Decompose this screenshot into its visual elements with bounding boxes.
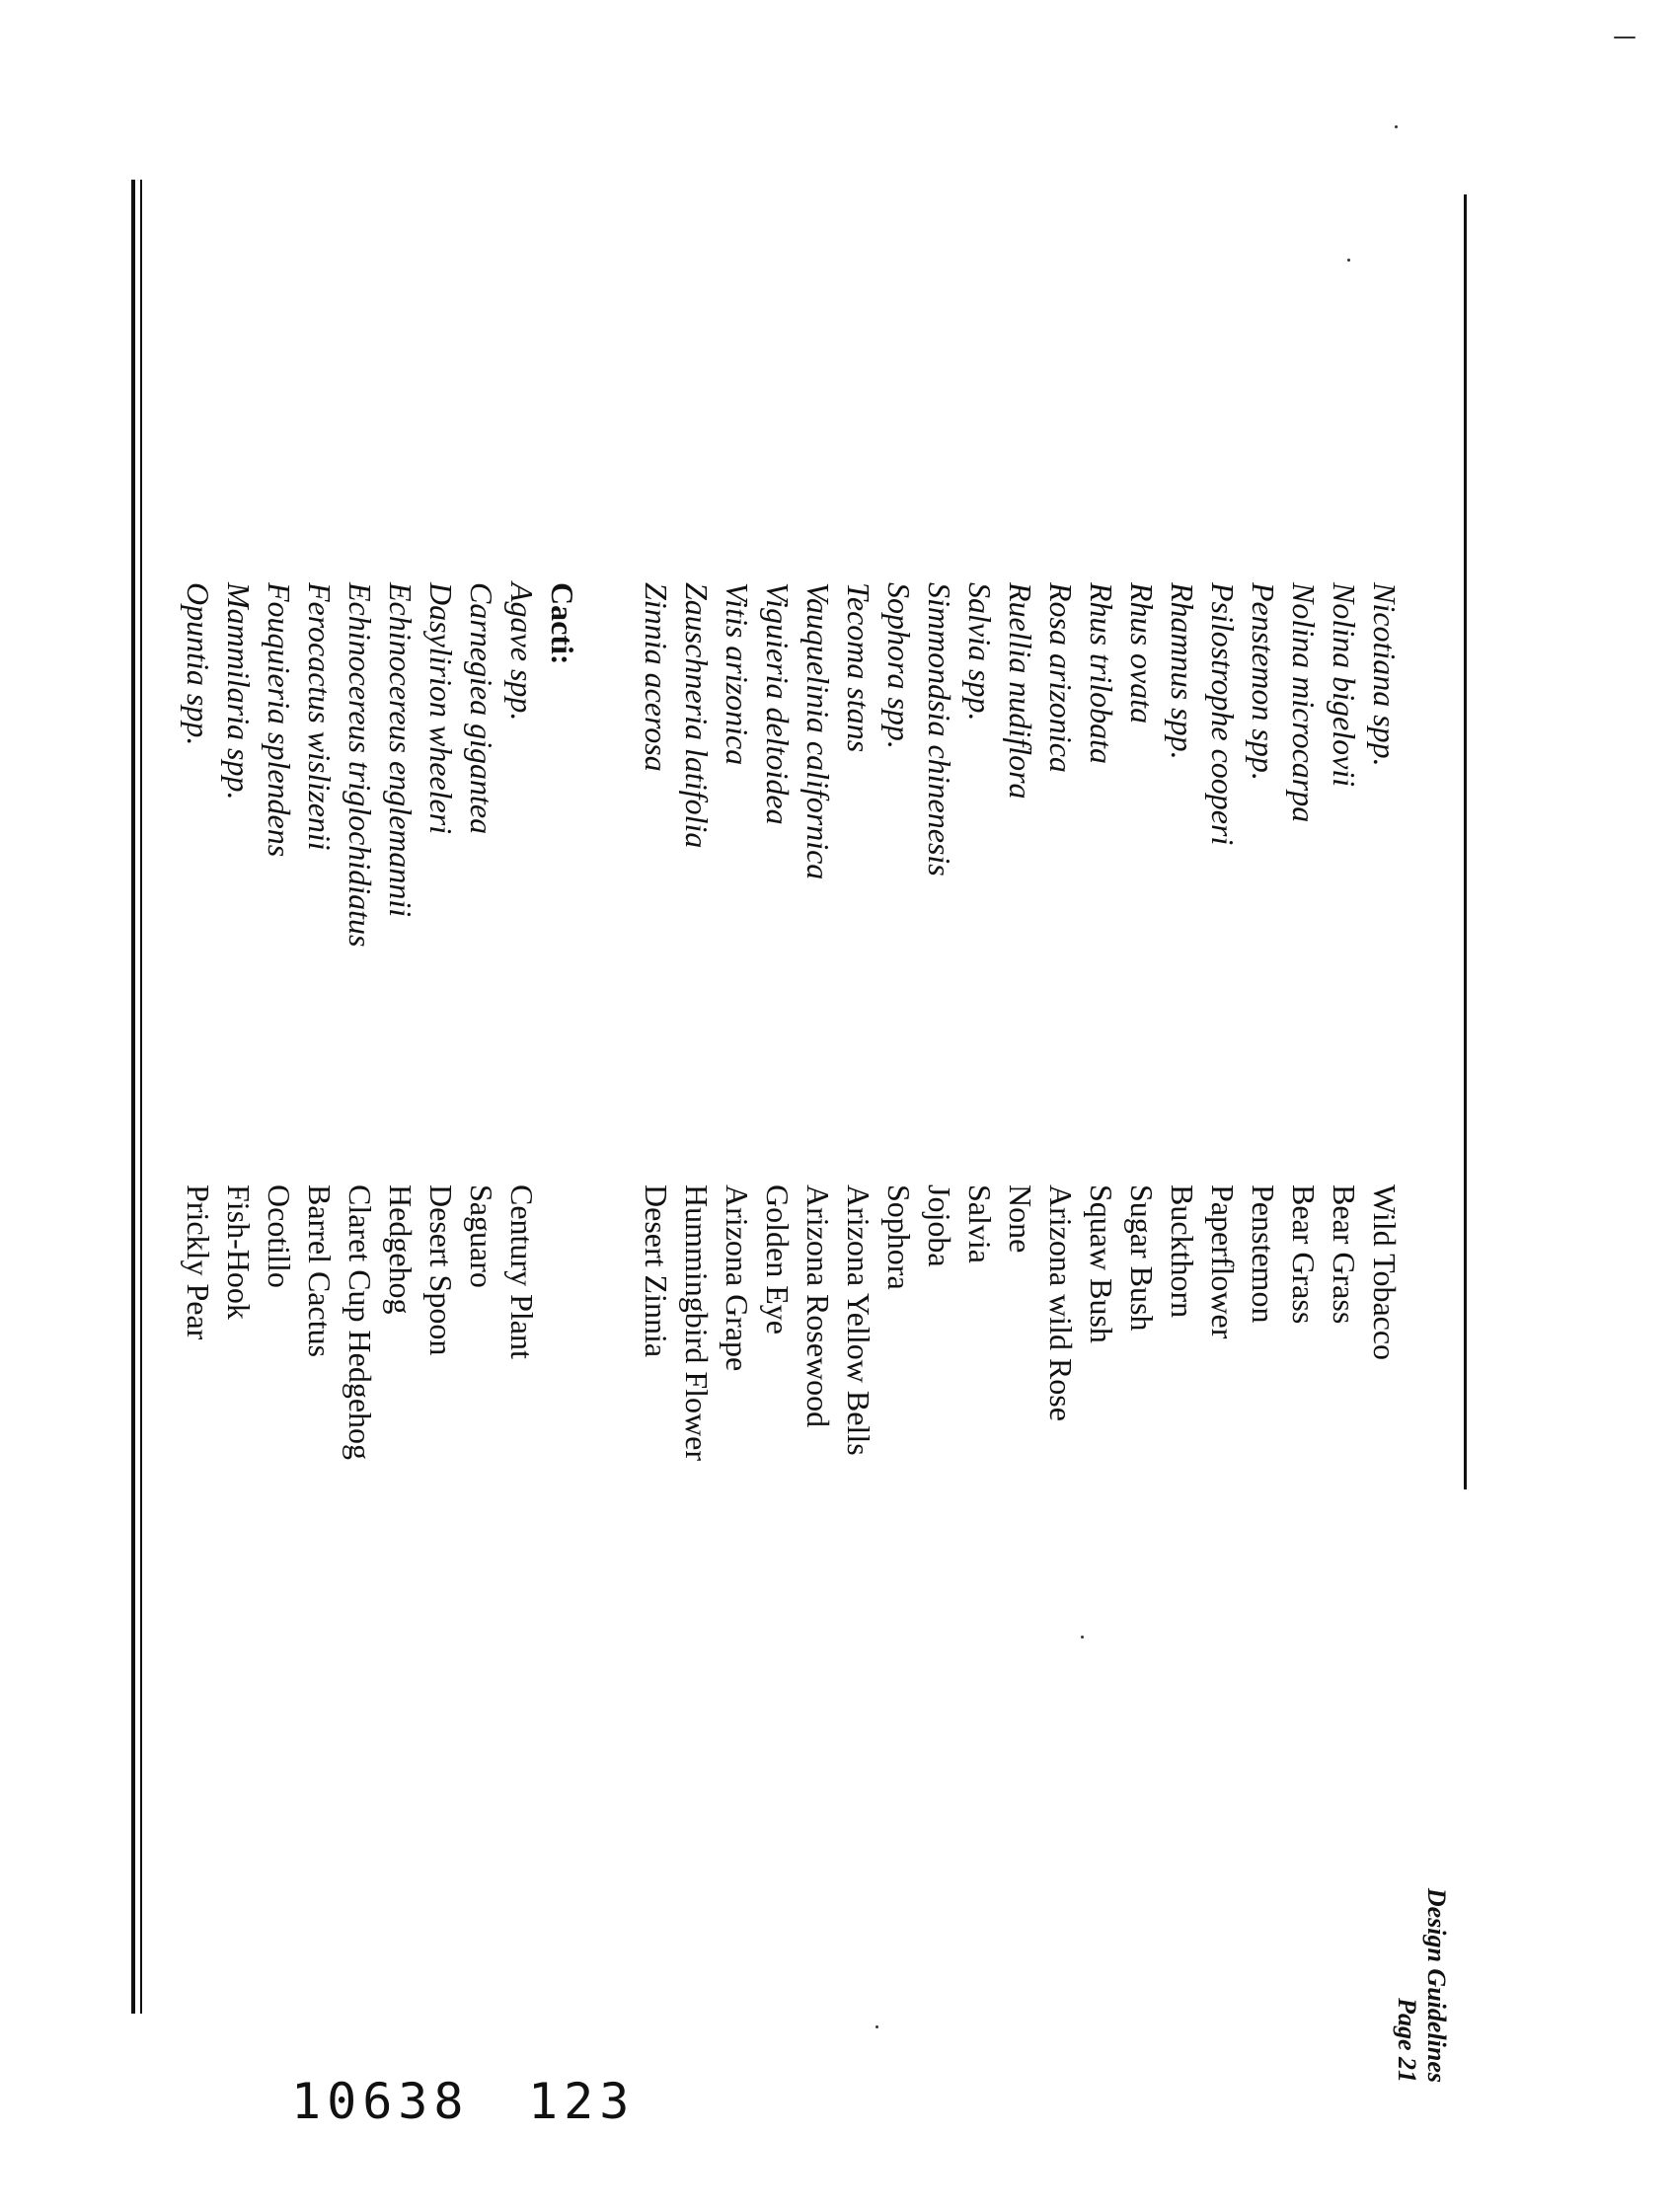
seq-number: 123 xyxy=(528,2073,636,2130)
scientific-name: Nolina bigelovii xyxy=(1327,582,1362,788)
common-name: Wild Tobacco xyxy=(1367,1184,1403,1361)
scan-speck xyxy=(1614,37,1636,38)
scientific-name: Psilostrophe cooperi xyxy=(1205,582,1241,846)
scan-speck xyxy=(1395,125,1398,128)
common-name: Arizona Yellow Bells xyxy=(841,1184,876,1456)
scientific-name: Salvia spp. xyxy=(962,582,998,722)
scientific-name: Fouquieria splendens xyxy=(262,582,297,858)
common-name: Claret Cup Hedgehog xyxy=(342,1184,378,1461)
common-name: Saguaro xyxy=(464,1184,499,1288)
bottom-double-rule-2 xyxy=(140,180,142,2014)
scientific-name: Mammilaria spp. xyxy=(221,582,257,801)
top-rule xyxy=(1464,194,1467,1489)
scientific-name: Nicotiana spp. xyxy=(1367,582,1403,767)
common-name: Arizona Rosewood xyxy=(800,1184,836,1428)
bottom-double-rule-1 xyxy=(131,180,135,2014)
common-name: Fish-Hook xyxy=(221,1184,257,1320)
common-name: Paperflower xyxy=(1205,1184,1241,1339)
seq-number-stamp xyxy=(528,2073,635,2130)
common-name: Barrel Cactus xyxy=(302,1184,338,1358)
page-header-page: Page 21 xyxy=(1393,1998,1421,2083)
common-name: Ocotillo xyxy=(262,1184,297,1288)
common-name: Golden Eye xyxy=(760,1184,796,1335)
scientific-name: Sophora spp. xyxy=(881,582,917,749)
common-name: Penstemon xyxy=(1246,1184,1281,1324)
scientific-name: Echinocereus englemannii xyxy=(383,582,418,918)
scientific-name: Simmondsia chinenesis xyxy=(922,582,957,877)
scientific-name: Opuntia spp. xyxy=(181,582,216,746)
scientific-name: Ruellia nudiflora xyxy=(1003,582,1038,800)
common-name: Arizona wild Rose xyxy=(1043,1184,1079,1421)
common-name: Arizona Grape xyxy=(720,1184,755,1372)
common-name: Desert Zinnia xyxy=(639,1184,674,1358)
plants-common-column xyxy=(636,1184,1405,1875)
scientific-name: Agave spp. xyxy=(504,582,540,722)
scientific-name: Zinnia acerosa xyxy=(639,582,674,772)
scientific-name: Vauquelinia californica xyxy=(800,582,836,880)
scan-speck xyxy=(875,2025,878,2028)
cacti-common-column xyxy=(178,1184,542,1875)
scan-speck xyxy=(1347,259,1350,262)
scientific-name: Rhus trilobata xyxy=(1084,582,1119,765)
scientific-name: Echinocereus triglochidiatus xyxy=(342,582,378,948)
common-name: Hedgehog xyxy=(383,1184,418,1315)
scientific-name: Viguieria deltoidea xyxy=(760,582,796,825)
common-name: Century Plant xyxy=(504,1184,540,1359)
doc-number: 10638 xyxy=(291,2073,470,2130)
scientific-name: Zauschneria latifolia xyxy=(679,582,715,849)
scientific-name: Rhus ovata xyxy=(1124,582,1160,725)
scan-speck xyxy=(1081,1636,1084,1639)
scientific-name: Rosa arizonica xyxy=(1043,582,1079,773)
scientific-name: Carnegiea gigantea xyxy=(464,582,499,835)
page-header-title: Design Guidelines xyxy=(1422,1887,1451,2083)
common-name: Desert Spoon xyxy=(423,1184,459,1356)
scientific-name: Tecoma stans xyxy=(841,582,876,753)
common-name: Bear Grass xyxy=(1286,1184,1322,1325)
common-name: Bear Grass xyxy=(1327,1184,1362,1325)
scientific-name: Rhamnus spp. xyxy=(1165,582,1200,760)
doc-number-stamp xyxy=(291,2073,470,2130)
scientific-name: Ferocactus wislizenii xyxy=(302,582,338,851)
scientific-name: Penstemon spp. xyxy=(1246,582,1281,781)
scientific-name: Nolina microcarpa xyxy=(1286,582,1322,823)
scientific-name: Dasylirion wheeleri xyxy=(423,582,459,835)
common-name: None xyxy=(1003,1184,1038,1254)
cacti-header: Cacti: xyxy=(545,582,580,665)
cacti-table xyxy=(181,582,582,1461)
scientific-name: Vitis arizonica xyxy=(720,582,755,766)
common-name: Buckthorn xyxy=(1165,1184,1200,1319)
common-name: Hummingbird Flower xyxy=(679,1184,715,1461)
common-name: Sugar Bush xyxy=(1124,1184,1160,1332)
common-name: Squaw Bush xyxy=(1084,1184,1119,1343)
common-name: Salvia xyxy=(962,1184,998,1263)
common-name: Prickly Pear xyxy=(181,1184,216,1340)
common-name: Sophora xyxy=(881,1184,917,1290)
common-name: Jojoba xyxy=(922,1184,957,1267)
